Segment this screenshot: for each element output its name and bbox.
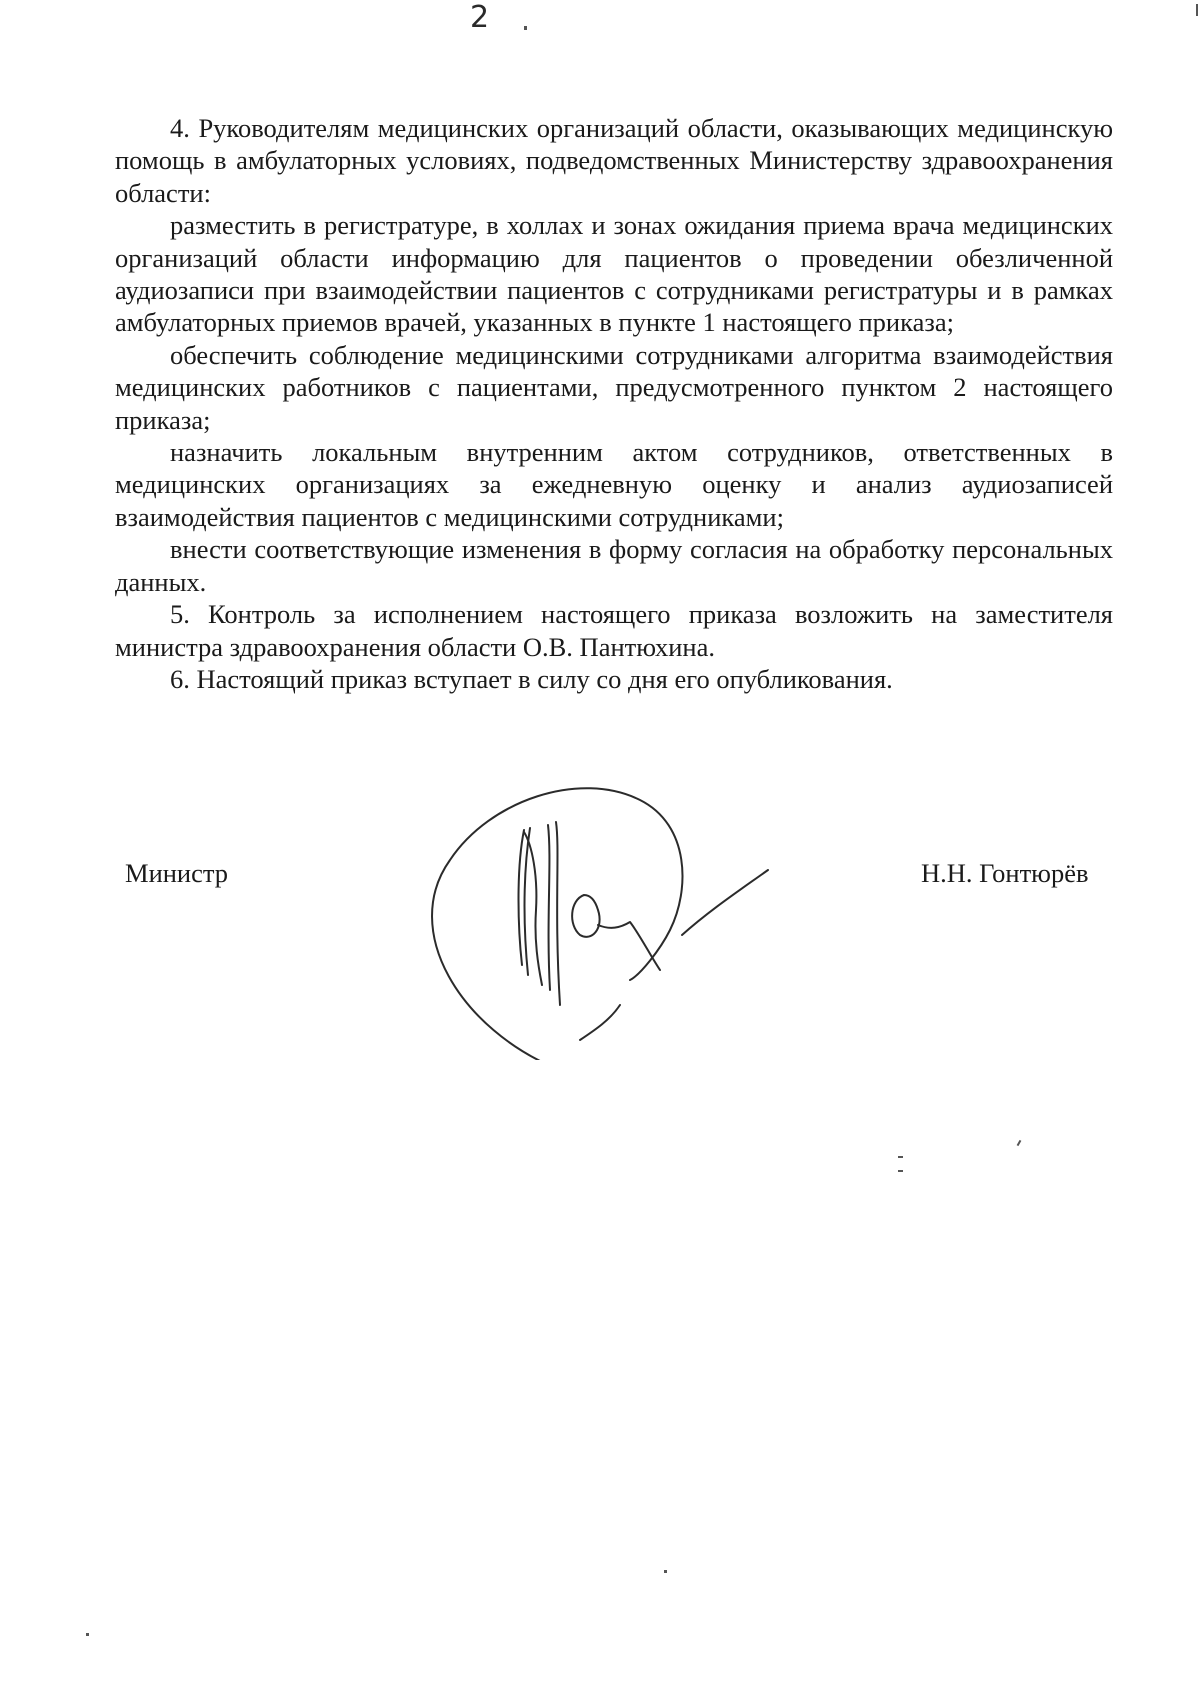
paragraph-ensure-compliance: обеспечить соблюдение медицинскими сотрудниками алгоритма взаимодействия медицинских работников с пациентами, предусмотренного пунктом 2 настоящего приказа; — [115, 339, 1113, 435]
handwritten-signature — [420, 760, 810, 1060]
signatory-title: Министр — [125, 858, 229, 888]
paragraph-item-6: 6. Настоящий приказ вступает в силу со дня его опубликования. — [170, 663, 893, 694]
scan-speck — [898, 1170, 903, 1172]
scan-speck — [664, 1570, 667, 1573]
paragraph-place-info: разместить в регистратуре, в холлах и зонах ожидания приема врача медицинских организаций области информацию для пациентов о проведении обезличенной аудиозаписи при взаимодействии пациентов с сотрудниками регистратуры и в рамках амбулаторных приемов врачей, указанных в пункте 1 настоящего приказа; — [115, 210, 1113, 338]
document-body — [115, 112, 1113, 695]
paragraph-consent-form: внести соответствующие изменения в форму согласия на обработку персональных данных. — [115, 534, 1113, 597]
signatory-name: Н.Н. Гонтюрёв — [921, 858, 1089, 888]
paragraph-item-5: 5. Контроль за исполнением настоящего приказа возложить на заместителя министра здравоохранения области О.В. Пантюхина. — [115, 599, 1113, 662]
scan-speck — [86, 1633, 89, 1636]
scan-speck — [1017, 1140, 1022, 1146]
page-number: 2 — [470, 0, 491, 35]
scan-speck — [1196, 4, 1198, 16]
paragraph-appoint-staff: назначить локальным внутренним актом сотрудников, ответственных в медицинских организациях за ежедневную оценку и анализ аудиозаписей взаимодействия пациентов с медицинскими сотрудниками; — [115, 437, 1113, 532]
scan-speck — [898, 1156, 903, 1158]
paragraph-item-4: 4. Руководителям медицинских организаций области, оказывающих медицинскую помощь в амбулаторных условиях, подведомственных Министерству здравоохранения области: — [115, 113, 1113, 208]
scan-speck — [524, 26, 527, 30]
